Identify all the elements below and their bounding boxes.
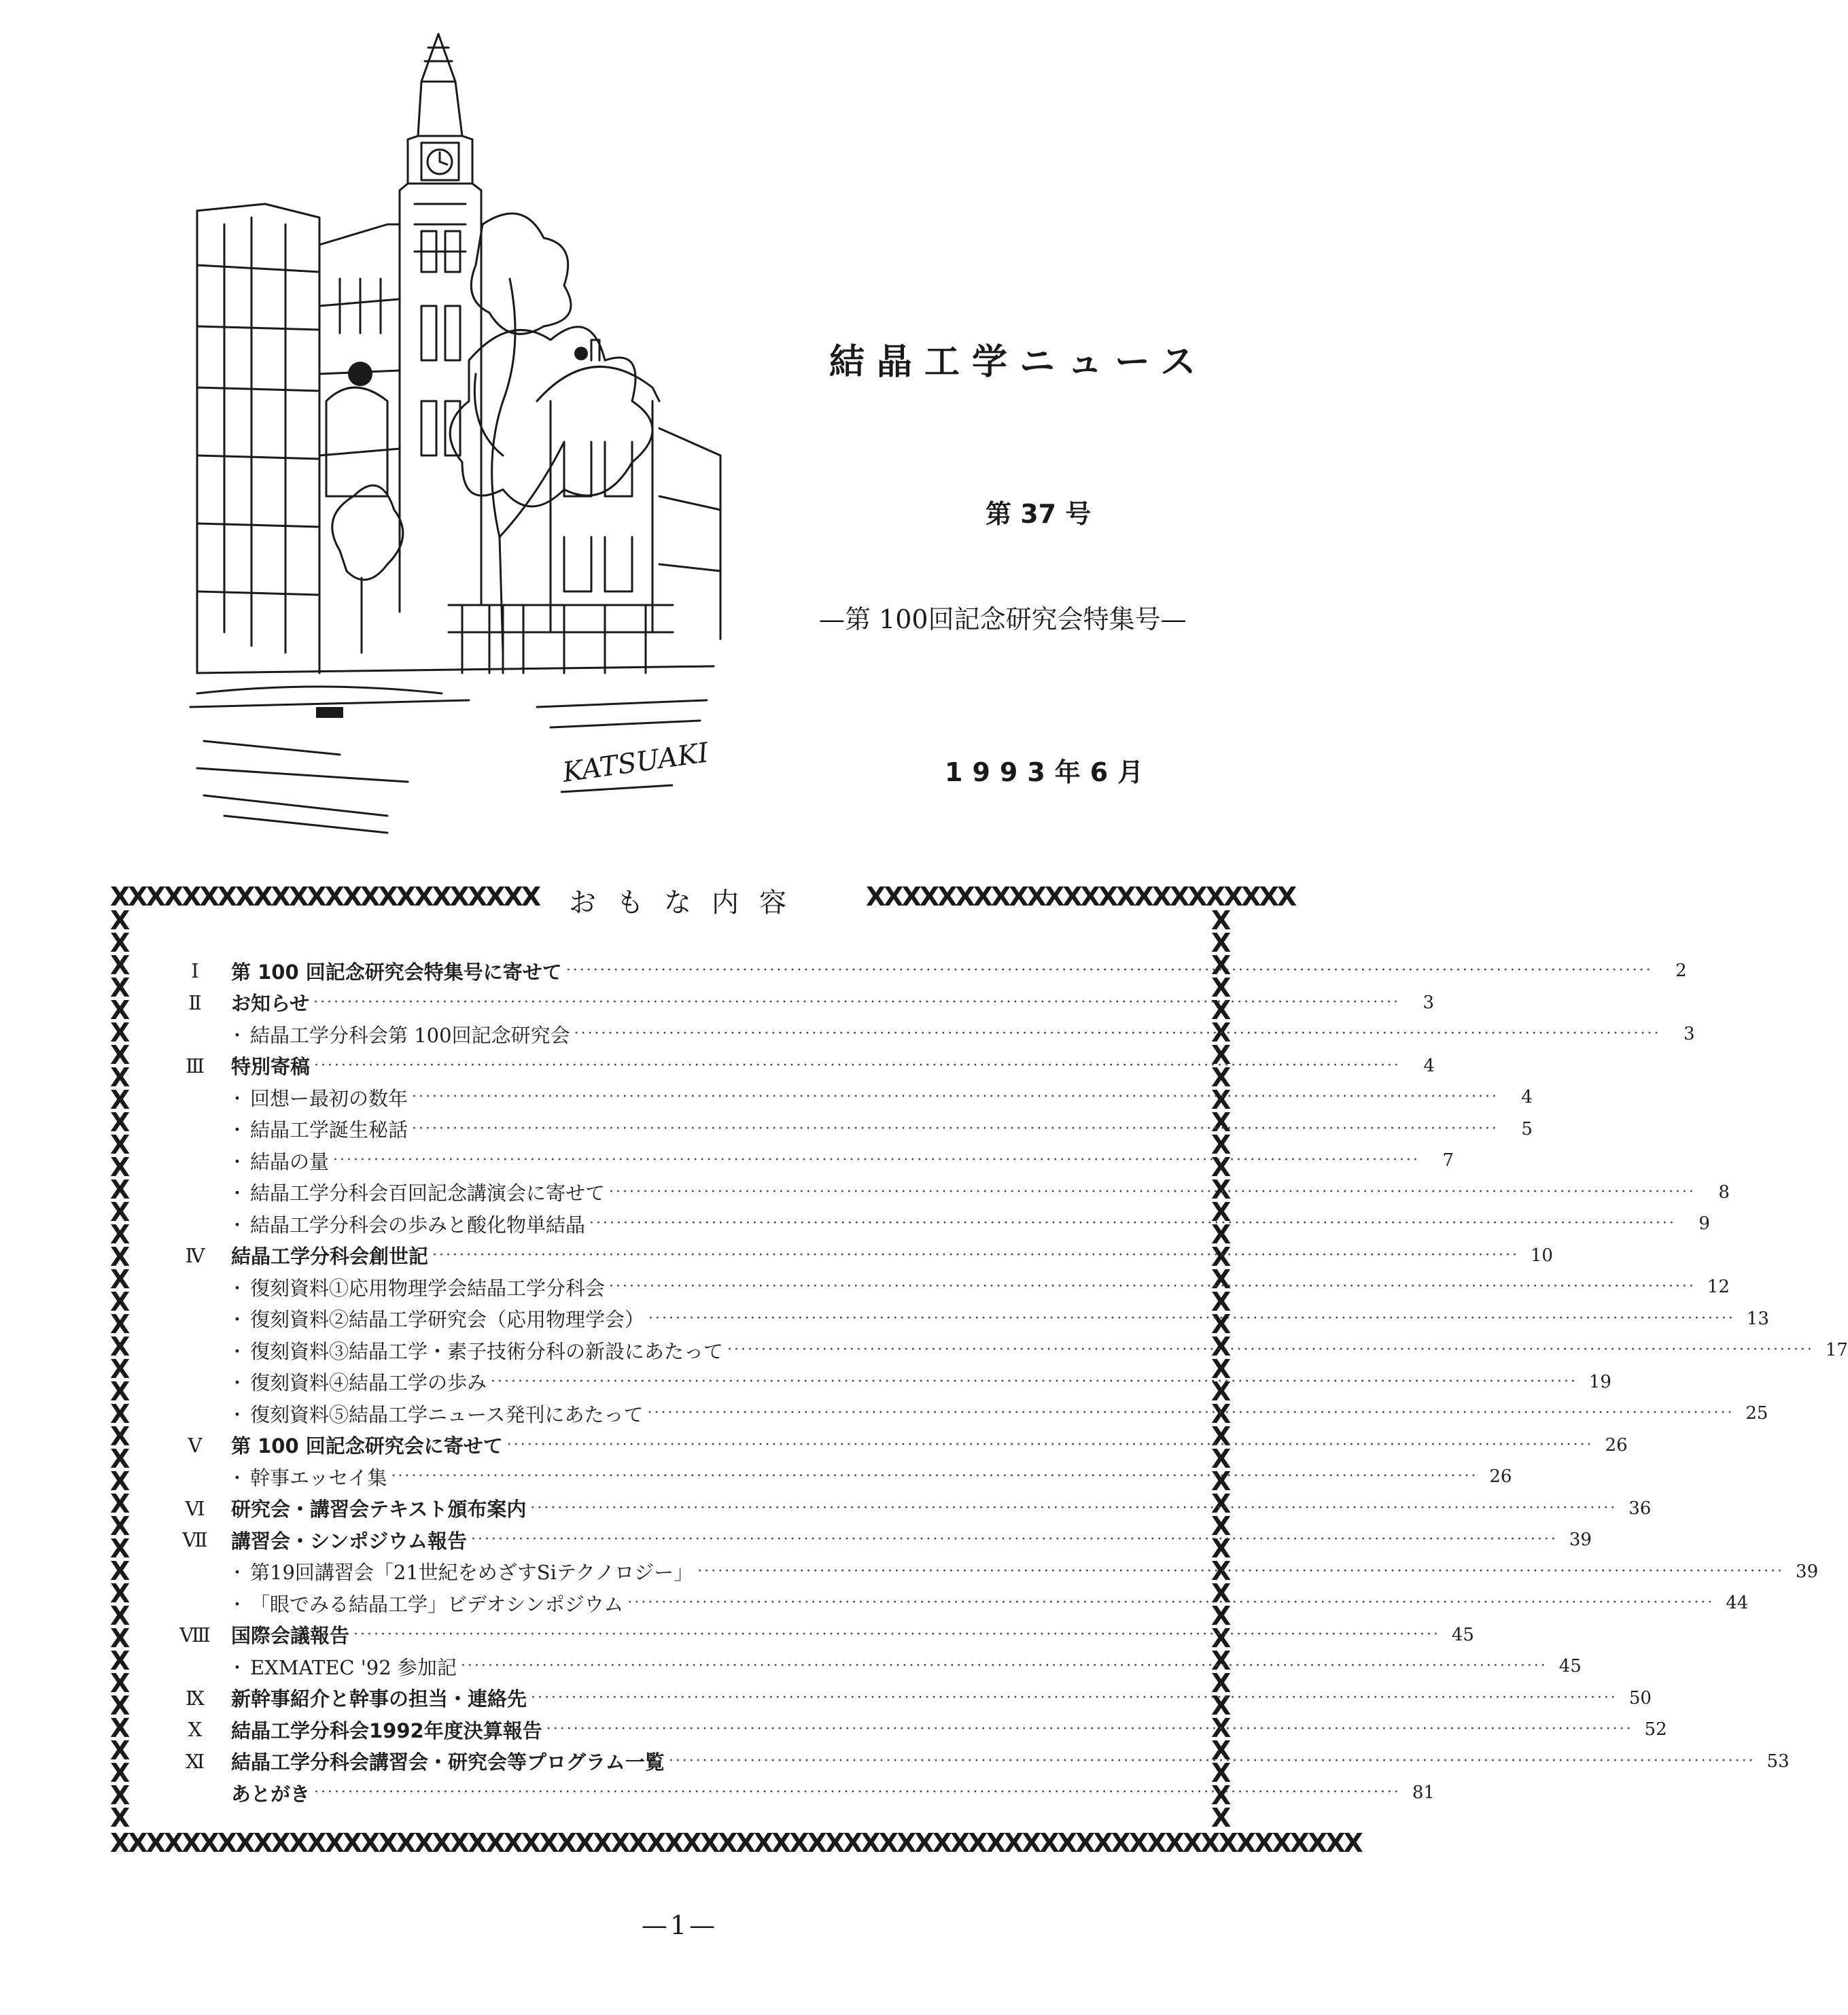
toc-leader-dots (412, 1087, 1499, 1107)
toc-leader-dots (566, 961, 1653, 981)
toc-leader-dots (574, 1024, 1661, 1044)
toc-page-number: 52 (1644, 1719, 1667, 1740)
toc-row (171, 1587, 1749, 1619)
toc-leader-dots (353, 1625, 1440, 1645)
toc-page-number: 4 (1521, 1087, 1533, 1108)
contents-heading: おもな内容 (569, 887, 807, 918)
toc-bullet-icon: ・ (228, 1215, 246, 1236)
toc-page-number: 44 (1726, 1593, 1749, 1614)
toc-row (171, 1145, 1454, 1177)
building-sketch-svg (184, 20, 734, 843)
toc-page-number: 36 (1628, 1498, 1652, 1519)
toc-leader-dots (391, 1466, 1478, 1487)
toc-leader-dots (648, 1309, 1735, 1329)
toc-leader-dots (648, 1403, 1734, 1424)
toc-bullet-icon: ・ (228, 1468, 246, 1489)
toc-leader-dots (412, 1119, 1499, 1139)
toc-entry-title: 結晶工学分科会創世記 (231, 1245, 429, 1269)
toc-entry-title: 復刻資料③結晶工学・素子技術分科の新設にあたって (250, 1339, 724, 1363)
toc-page-number: 7 (1442, 1150, 1454, 1171)
toc-page-number: 2 (1675, 961, 1687, 982)
toc-page-number: 3 (1683, 1024, 1695, 1045)
x-border-top-left: XXXXXXXXXXXXXXXXXXXXXXXX (110, 882, 540, 912)
toc-entry-title: お知らせ (231, 992, 310, 1016)
toc-row (171, 1114, 1533, 1146)
toc-section-number: Ⅱ (188, 991, 202, 1014)
toc-leader-dots (531, 1688, 1618, 1708)
toc-entry-title: 結晶工学分科会百回記念講演会に寄せて (250, 1182, 606, 1205)
toc-leader-dots (627, 1593, 1714, 1613)
toc-row (171, 1746, 1790, 1778)
x-border-left: XXXXXXXXXXXXXXXXXXXXXXXXXXXXXXXXXXXXXXXXX (110, 906, 130, 1833)
toc-page-number: 13 (1746, 1308, 1769, 1329)
toc-row (171, 987, 1435, 1019)
toc-page-number: 81 (1412, 1782, 1435, 1804)
toc-entry-title: 第 100 回記念研究会特集号に寄せて (231, 960, 562, 984)
toc-page-number: 4 (1423, 1055, 1435, 1076)
toc-row (171, 1714, 1667, 1746)
toc-page-number: 3 (1423, 992, 1435, 1013)
toc-row (171, 1493, 1652, 1525)
issue-number: 第 37 号 (986, 499, 1092, 529)
toc-bullet-icon: ・ (228, 1563, 246, 1584)
toc-section-number: Ⅳ (185, 1243, 205, 1267)
toc-page-number: 5 (1521, 1118, 1533, 1139)
toc-row (171, 1240, 1553, 1272)
toc-bullet-icon: ・ (228, 1341, 246, 1362)
toc-page-number: 39 (1796, 1561, 1819, 1582)
x-border-right: XXXXXXXXXXXXXXXXXXXXXXXXXXXXXXXXXXXXXXXXX (1211, 906, 1232, 1833)
toc-section-number: Ⅷ (179, 1623, 211, 1647)
toc-section-number: Ⅺ (185, 1749, 205, 1773)
toc-page-number: 19 (1588, 1371, 1611, 1392)
toc-leader-dots (609, 1182, 1696, 1203)
toc-row (171, 1334, 1848, 1366)
toc-bullet-icon: ・ (228, 1152, 246, 1173)
toc-page-number: 25 (1745, 1403, 1768, 1424)
toc-leader-dots (333, 1150, 1420, 1171)
artist-signature: KATSUAKI (560, 737, 711, 789)
toc-section-number: Ⅶ (182, 1528, 208, 1552)
toc-section-number: Ⅹ (188, 1718, 203, 1742)
toc-bullet-icon: ・ (228, 1657, 246, 1678)
toc-row (171, 1683, 1652, 1715)
toc-bullet-icon: ・ (228, 1184, 246, 1205)
toc-entry-title: 復刻資料⑤結晶工学ニュース発刊にあたって (250, 1402, 644, 1426)
toc-bullet-icon: ・ (228, 1310, 246, 1331)
toc-entry-title: 結晶工学分科会第 100回記念研究会 (250, 1023, 570, 1047)
toc-row (171, 1398, 1768, 1430)
toc-entry-title: 講習会・シンポジウム報告 (231, 1529, 467, 1553)
toc-bullet-icon: ・ (228, 1025, 246, 1046)
special-issue-subtitle: —第 100回記念研究会特集号— (819, 604, 1187, 634)
toc-row (171, 1430, 1628, 1462)
toc-bullet-icon: ・ (228, 1405, 246, 1426)
toc-page-number: 17 (1825, 1340, 1848, 1361)
toc-row (171, 1524, 1592, 1556)
toc-page-number: 10 (1530, 1245, 1553, 1266)
toc-entry-title: 復刻資料②結晶工学研究会（応用物理学会） (250, 1308, 645, 1332)
toc-page-number: 12 (1707, 1277, 1730, 1298)
toc-row (171, 1777, 1435, 1809)
toc-leader-dots (314, 1056, 1401, 1076)
toc-entry-title: 国際会議報告 (231, 1624, 350, 1648)
issue-date: 1993年6月 (945, 757, 1153, 787)
toc-entry-title: あとがき (231, 1782, 311, 1806)
toc-bullet-icon: ・ (228, 1594, 246, 1615)
toc-leader-dots (313, 993, 1400, 1013)
toc-page-number: 26 (1489, 1466, 1512, 1487)
toc-entry-title: 回想ー最初の数年 (250, 1086, 408, 1110)
toc-section-number: Ⅸ (186, 1686, 205, 1710)
toc-page-number: 45 (1451, 1624, 1474, 1645)
toc-row (171, 1082, 1533, 1114)
toc-page-number: 50 (1628, 1687, 1652, 1708)
toc-row (171, 955, 1687, 987)
toc-entry-title: 幹事エッセイ集 (250, 1466, 387, 1489)
building-sketch-illustration (184, 20, 734, 843)
toc-leader-dots (471, 1530, 1558, 1550)
toc-entry-title: 結晶工学分科会1992年度決算報告 (231, 1719, 542, 1742)
toc-section-number: Ⅰ (191, 959, 199, 983)
toc-page-number: 26 (1605, 1434, 1628, 1456)
toc-leader-dots (461, 1656, 1548, 1676)
toc-section-number: Ⅵ (185, 1496, 205, 1520)
toc-row (171, 1556, 1819, 1588)
toc-leader-dots (507, 1435, 1594, 1456)
toc-entry-title: 特別寄稿 (231, 1055, 311, 1079)
toc-row (171, 1619, 1474, 1651)
toc-row (171, 1177, 1730, 1209)
toc-page-number: 39 (1569, 1530, 1592, 1551)
toc-page-number: 8 (1718, 1182, 1730, 1203)
toc-bullet-icon: ・ (228, 1120, 246, 1141)
toc-bullet-icon: ・ (228, 1373, 246, 1394)
contents-box (110, 882, 1848, 1858)
toc-entry-title: EXMATEC '92 参加記 (250, 1655, 457, 1679)
page-number: —1— (641, 1910, 718, 1940)
toc-leader-dots (669, 1751, 1756, 1772)
toc-row (171, 1271, 1730, 1303)
toc-row (171, 1018, 1695, 1050)
toc-entry-title: 結晶工学分科会講習会・研究会等プログラム一覧 (231, 1751, 665, 1774)
toc-bullet-icon: ・ (228, 1088, 246, 1109)
toc-section-number: Ⅴ (188, 1433, 203, 1457)
x-border-bottom: XXXXXXXXXXXXXXXXXXXXXXXXXXXXXXXXXXXXXXXXXXXXXXXXXXXXXXXXXXXXXXXXXXXXXX (110, 1828, 1361, 1858)
toc-entry-title: 第 100 回記念研究会に寄せて (231, 1434, 503, 1458)
toc-page-number: 53 (1766, 1751, 1790, 1772)
toc-row (171, 1461, 1512, 1493)
toc-leader-dots (546, 1719, 1633, 1740)
toc-bullet-icon: ・ (228, 1278, 246, 1299)
toc-leader-dots (314, 1782, 1401, 1803)
newsletter-title: 結晶工学ニュース (829, 342, 1208, 383)
toc-row (171, 1303, 1769, 1335)
toc-entry-title: 新幹事紹介と幹事の担当・連絡先 (231, 1687, 527, 1711)
x-border-top-right: XXXXXXXXXXXXXXXXXXXXXXXX (866, 882, 1295, 912)
toc-row (171, 1651, 1582, 1683)
toc-page-number: 9 (1698, 1213, 1710, 1235)
toc-entry-title: 研究会・講習会テキスト頒布案内 (231, 1498, 527, 1521)
toc-entry-title: 結晶工学分科会の歩みと酸化物単結晶 (250, 1213, 586, 1237)
toc-section-number: Ⅲ (186, 1054, 205, 1078)
toc-leader-dots (589, 1213, 1676, 1234)
toc-row (171, 1208, 1710, 1240)
toc-leader-dots (432, 1245, 1519, 1266)
toc-row (171, 1366, 1611, 1398)
toc-entry-title: 「眼でみる結晶工学」ビデオシンポジウム (250, 1592, 624, 1616)
toc-entry-title: 結晶工学誕生秘話 (250, 1118, 408, 1142)
toc-entry-title: 復刻資料④結晶工学の歩み (250, 1371, 487, 1395)
toc-row (171, 1050, 1435, 1082)
toc-leader-dots (491, 1372, 1577, 1392)
toc-leader-dots (727, 1340, 1814, 1360)
toc-entry-title: 第19回講習会「21世紀をめざすSiテクノロジー」 (250, 1561, 694, 1585)
toc-entry-title: 復刻資料①応用物理学会結晶工学分科会 (250, 1276, 606, 1300)
toc-leader-dots (530, 1498, 1617, 1519)
toc-page-number: 45 (1558, 1656, 1582, 1677)
toc-leader-dots (697, 1562, 1784, 1582)
toc-entry-title: 結晶の量 (250, 1150, 330, 1173)
toc-leader-dots (609, 1277, 1696, 1297)
